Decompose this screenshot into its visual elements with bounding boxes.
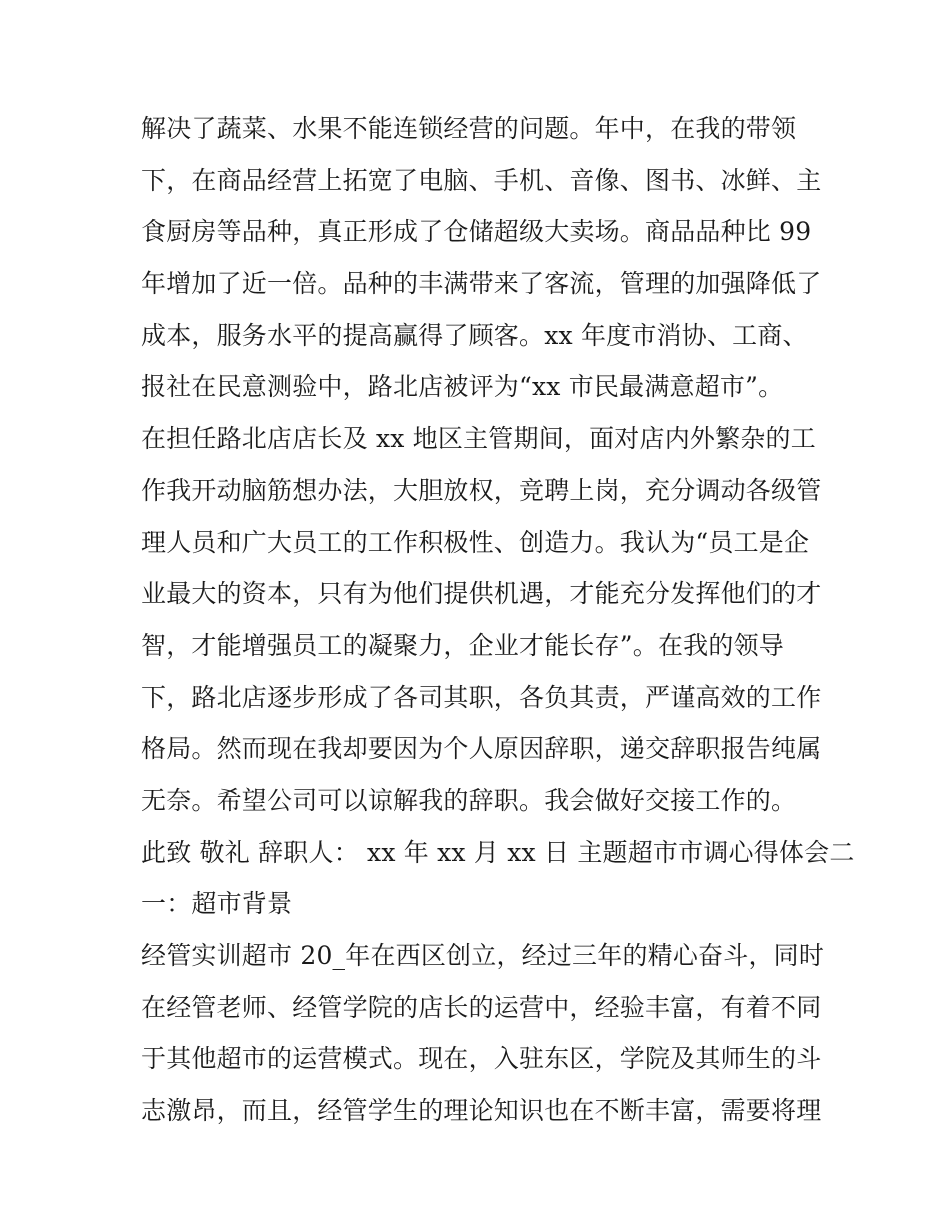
text-line: 智，才能增强员工的凝聚力，企业才能长存”。在我的领导 <box>141 630 784 660</box>
text-line: 在经管老师、经管学院的店长的运营中，经验丰富，有着不同 <box>141 992 822 1022</box>
text-line: 无奈。希望公司可以谅解我的辞职。我会做好交接工作的。 <box>141 785 797 815</box>
text-line: 年增加了近一倍。品种的丰满带来了客流，管理的加强降低了 <box>141 269 822 299</box>
text-line: 理人员和广大员工的工作积极性、创造力。我认为“员工是企 <box>141 527 810 557</box>
text-line: 一：超市背景 <box>141 889 293 919</box>
text-line: 下，在商品经营上拓宽了电脑、手机、音像、图书、冰鲜、主 <box>141 165 822 195</box>
text-line: 经管实训超市 20_年在西区创立，经过三年的精心奋斗，同时 <box>141 941 825 970</box>
body-text <box>141 103 855 1137</box>
text-line: 解决了蔬菜、水果不能连锁经营的问题。年中，在我的带领 <box>141 114 797 143</box>
text-line: 志激昂，而且，经管学生的理论知识也在不断丰富，需要将理 <box>141 1096 822 1126</box>
text-line: 于其他超市的运营模式。现在，入驻东区，学院及其师生的斗 <box>141 1044 822 1074</box>
text-line: 格局。然而现在我却要因为个人原因辞职，递交辞职报告纯属 <box>141 734 822 764</box>
text-line: 业最大的资本，只有为他们提供机遇，才能充分发挥他们的才 <box>141 579 822 609</box>
text-line: 作我开动脑筋想办法，大胆放权，竞聘上岗，充分调动各级管 <box>141 475 822 505</box>
text-line: 报社在民意测验中，路北店被评为“xx 市民最满意超市”。 <box>141 372 784 402</box>
text-line: 食厨房等品种，真正形成了仓储超级大卖场。商品品种比 99 <box>141 217 812 247</box>
text-line: 在担任路北店店长及 xx 地区主管期间，面对店内外繁杂的工 <box>141 424 816 454</box>
text-line: 成本，服务水平的提高赢得了顾客。xx 年度市消协、工商、 <box>141 320 808 350</box>
text-line: 此致 敬礼 辞职人： xx 年 xx 月 xx 日 主题超市市调心得体会二 <box>141 837 855 867</box>
text-line: 下，路北店逐步形成了各司其职，各负其责，严谨高效的工作 <box>141 682 822 712</box>
